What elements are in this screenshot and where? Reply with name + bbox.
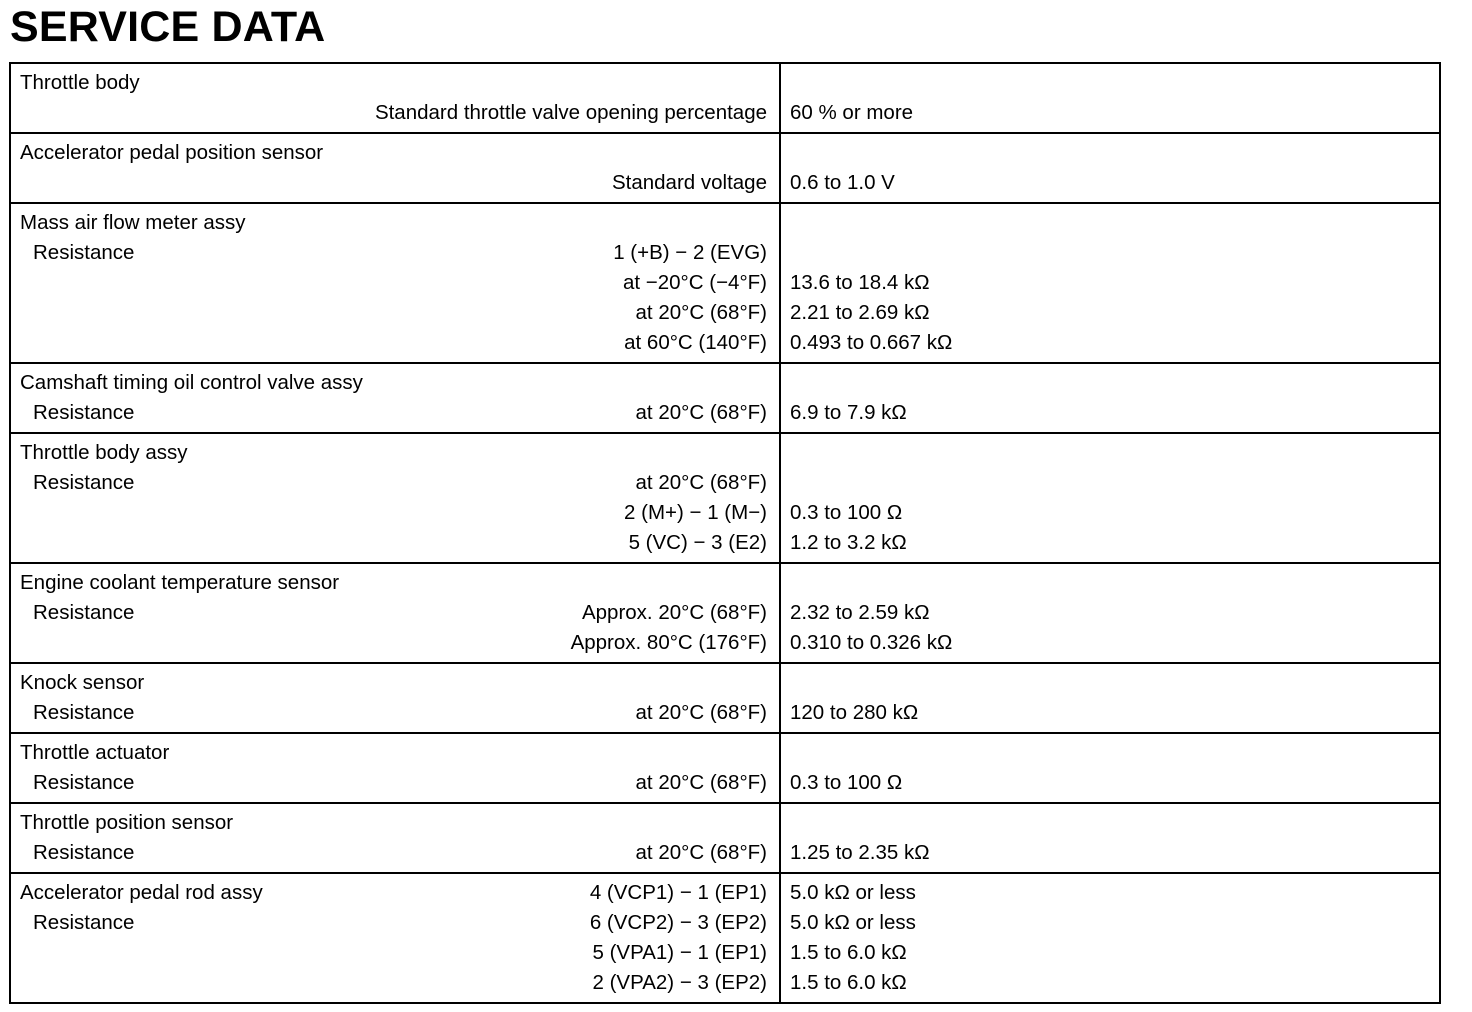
table-row — [11, 968, 1439, 998]
condition-cell: 1 (+B) − 2 (EVG) — [613, 241, 767, 264]
component-name: Engine coolant temperature sensor — [20, 571, 340, 594]
table-row — [11, 468, 1439, 498]
table-row — [11, 698, 1439, 728]
condition-cell: 5 (VPA1) − 1 (EP1) — [592, 941, 767, 964]
condition-cell: Standard throttle valve opening percentage — [374, 101, 767, 124]
value-cell: 13.6 to 18.4 kΩ — [790, 271, 930, 294]
table-row — [11, 398, 1439, 428]
condition-cell: 4 (VCP1) − 1 (EP1) — [589, 881, 767, 904]
value-cell: 0.310 to 0.326 kΩ — [790, 631, 953, 654]
table-section — [11, 664, 1439, 734]
table-section — [11, 134, 1439, 204]
value-cell: 1.2 to 3.2 kΩ — [790, 531, 907, 554]
value-cell: 2.21 to 2.69 kΩ — [790, 301, 930, 324]
measurement-type: Resistance — [33, 241, 135, 264]
condition-cell: at 20°C (68°F) — [635, 771, 767, 794]
measurement-type: Resistance — [33, 701, 135, 724]
table-row — [11, 328, 1439, 358]
measurement-type: Resistance — [33, 911, 135, 934]
value-cell: 5.0 kΩ or less — [790, 911, 916, 934]
table-row — [11, 768, 1439, 798]
table-row — [11, 628, 1439, 658]
value-cell: 1.5 to 6.0 kΩ — [790, 971, 907, 994]
measurement-type: Resistance — [33, 601, 135, 624]
value-cell: 2.32 to 2.59 kΩ — [790, 601, 930, 624]
condition-cell: at 20°C (68°F) — [635, 401, 767, 424]
value-cell: 0.493 to 0.667 kΩ — [790, 331, 953, 354]
measurement-type: Resistance — [33, 771, 135, 794]
table-row — [11, 938, 1439, 968]
value-cell: 6.9 to 7.9 kΩ — [790, 401, 907, 424]
value-cell: 60 % or more — [790, 101, 914, 124]
value-cell: 0.3 to 100 Ω — [790, 501, 903, 524]
component-name: Accelerator pedal rod assy — [20, 881, 263, 904]
table-section — [11, 804, 1439, 874]
component-name: Camshaft timing oil control valve assy — [20, 371, 363, 394]
value-cell: 0.3 to 100 Ω — [790, 771, 903, 794]
table-row — [11, 238, 1439, 268]
component-name: Knock sensor — [20, 671, 145, 694]
component-name: Throttle position sensor — [20, 811, 234, 834]
measurement-type: Resistance — [33, 471, 135, 494]
value-cell: 5.0 kΩ or less — [790, 881, 916, 904]
table-row — [11, 498, 1439, 528]
table-section — [11, 734, 1439, 804]
component-name: Throttle body — [20, 71, 140, 94]
value-cell: 1.25 to 2.35 kΩ — [790, 841, 930, 864]
table-row — [11, 598, 1439, 628]
condition-cell: Approx. 80°C (176°F) — [570, 631, 767, 654]
condition-cell: 5 (VC) − 3 (E2) — [628, 531, 767, 554]
value-cell: 0.6 to 1.0 V — [790, 171, 895, 194]
table-section — [11, 204, 1439, 364]
service-data-table — [9, 62, 1441, 1004]
condition-cell: at 20°C (68°F) — [635, 301, 767, 324]
condition-cell: Standard voltage — [611, 171, 767, 194]
component-name: Throttle body assy — [20, 441, 188, 464]
measurement-type: Resistance — [33, 401, 135, 424]
condition-cell: at 20°C (68°F) — [635, 471, 767, 494]
table-row — [11, 298, 1439, 328]
component-name: Throttle actuator — [20, 741, 170, 764]
condition-cell: 6 (VCP2) − 3 (EP2) — [589, 911, 767, 934]
condition-cell: 2 (M+) − 1 (M−) — [624, 501, 767, 524]
measurement-type: Resistance — [33, 841, 135, 864]
table-section — [11, 64, 1439, 134]
value-cell: 1.5 to 6.0 kΩ — [790, 941, 907, 964]
condition-cell: at 20°C (68°F) — [635, 841, 767, 864]
condition-cell: at −20°C (−4°F) — [622, 271, 767, 294]
table-row — [11, 528, 1439, 558]
table-section — [11, 364, 1439, 434]
condition-cell: at 20°C (68°F) — [635, 701, 767, 724]
table-section — [11, 434, 1439, 564]
value-cell: 120 to 280 kΩ — [790, 701, 919, 724]
component-name: Mass air flow meter assy — [20, 211, 246, 234]
table-row — [11, 168, 1439, 198]
condition-cell: 2 (VPA2) − 3 (EP2) — [592, 971, 767, 994]
table-section — [11, 874, 1439, 1002]
table-section — [11, 564, 1439, 664]
table-row — [11, 98, 1439, 128]
condition-cell: Approx. 20°C (68°F) — [581, 601, 767, 624]
table-row — [11, 908, 1439, 938]
table-row — [11, 878, 1439, 908]
condition-cell: at 60°C (140°F) — [624, 331, 767, 354]
page-title: SERVICE DATA — [10, 3, 326, 51]
table-row — [11, 838, 1439, 868]
component-name: Accelerator pedal position sensor — [20, 141, 324, 164]
table-row — [11, 268, 1439, 298]
